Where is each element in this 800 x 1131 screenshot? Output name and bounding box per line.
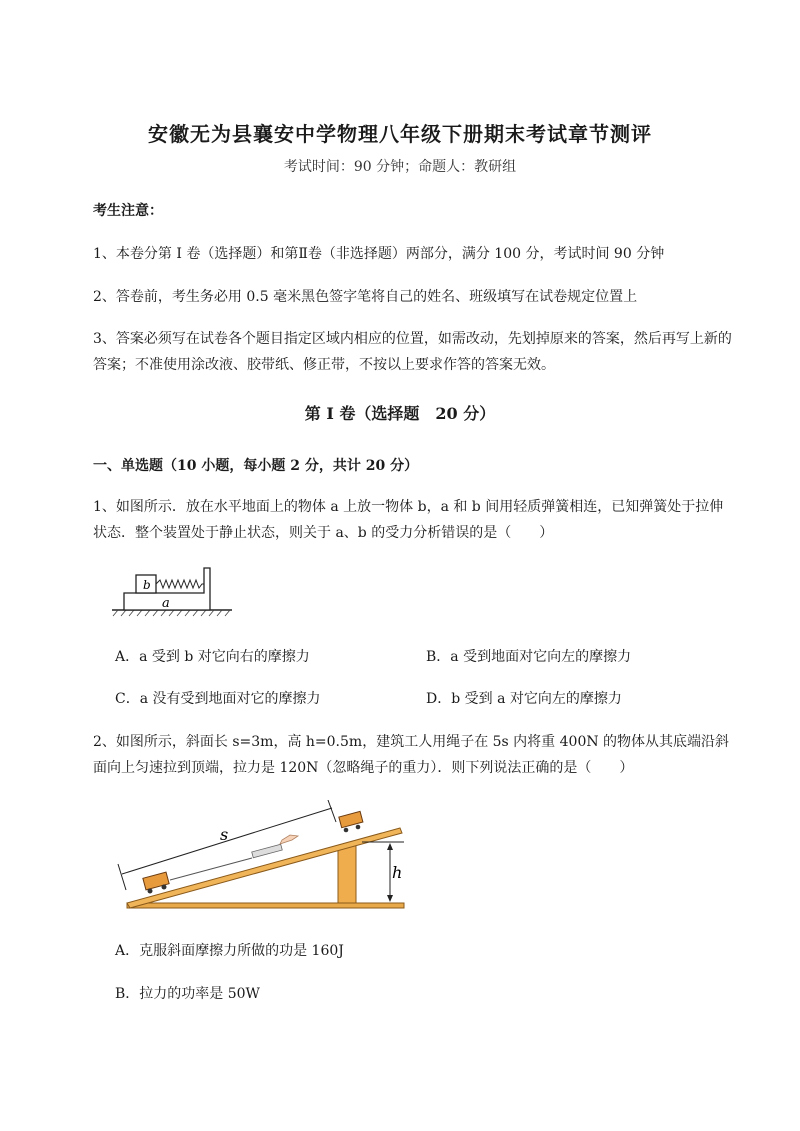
question-1-stem: 1、如图所示．放在水平地面上的物体 a 上放一物体 b，a 和 b 间用轻质弹簧相连，已知弹簧处于拉伸状态．整个装置处于静止状态，则关于 a、b 的受力分析错误的是（ ） xyxy=(93,499,724,541)
height-arrow-up xyxy=(387,843,393,850)
q1-option-a: A．a 受到 b 对它向右的摩擦力 xyxy=(115,649,310,665)
cart-top-wheel xyxy=(344,828,349,833)
dimension-tick-left xyxy=(118,864,126,890)
question-1-figure xyxy=(110,560,235,620)
notice-heading: 考生注意： xyxy=(93,203,163,219)
q1-option-b: B．a 受到地面对它向左的摩擦力 xyxy=(426,649,632,665)
notice-item-2: 2、答卷前，考生务必用 0.5 毫米黑色签字笔将自己的姓名、班级填写在试卷规定位置上 xyxy=(93,289,638,305)
support-post xyxy=(338,846,356,903)
question-2-figure xyxy=(112,800,412,918)
q2-option-b: B．拉力的功率是 50W xyxy=(115,986,260,1002)
label-s: s xyxy=(220,825,229,844)
ground-plank xyxy=(127,903,404,908)
spring xyxy=(156,580,204,588)
q1-option-c: C．a 没有受到地面对它的摩擦力 xyxy=(115,691,321,707)
label-a: a xyxy=(162,596,170,611)
cart-top-wheel xyxy=(356,825,361,830)
dimension-tick-right xyxy=(328,800,336,822)
ground-hatch xyxy=(113,610,230,616)
section-title: 第 I 卷（选择题 20 分） xyxy=(304,404,496,423)
label-b: b xyxy=(143,578,151,592)
q1-option-d: D．b 受到 a 对它向左的摩擦力 xyxy=(426,691,622,707)
label-h: h xyxy=(392,863,403,882)
cart-bottom-wheel xyxy=(162,885,167,890)
q2-option-a: A．克服斜面摩擦力所做的功是 160J xyxy=(115,943,344,959)
cart-bottom-wheel xyxy=(148,889,153,894)
incline-board xyxy=(127,828,402,908)
height-arrow-down xyxy=(387,895,393,902)
notice-item-3: 3、答案必须写在试卷各个题目指定区域内相应的位置，如需改动，先划掉原来的答案，然后再写上新的答案；不准使用涂改液、胶带纸、修正带，不按以上要求作答的答案无效。 xyxy=(93,331,732,373)
hand xyxy=(280,835,298,844)
question-2-stem: 2、如图所示，斜面长 s=3m，高 h=0.5m，建筑工人用绳子在 5s 内将重 400N 的物体从其底端沿斜面向上匀速拉到顶端，拉力是 120N（忽略绳子的重力）．则下列说法正确的是（ ） xyxy=(93,734,730,776)
exam-info: 考试时间：90 分钟；命题人：教研组 xyxy=(283,159,517,175)
page-title: 安徽无为县襄安中学物理八年级下册期末考试章节测评 xyxy=(148,122,652,146)
notice-item-1: 1、本卷分第 I 卷（选择题）和第Ⅱ卷（非选择题）两部分，满分 100 分，考试时间 90 分钟 xyxy=(93,246,665,262)
part-heading: 一、单选题（10 小题，每小题 2 分，共计 20 分） xyxy=(93,458,419,474)
spring-scale xyxy=(252,844,283,858)
